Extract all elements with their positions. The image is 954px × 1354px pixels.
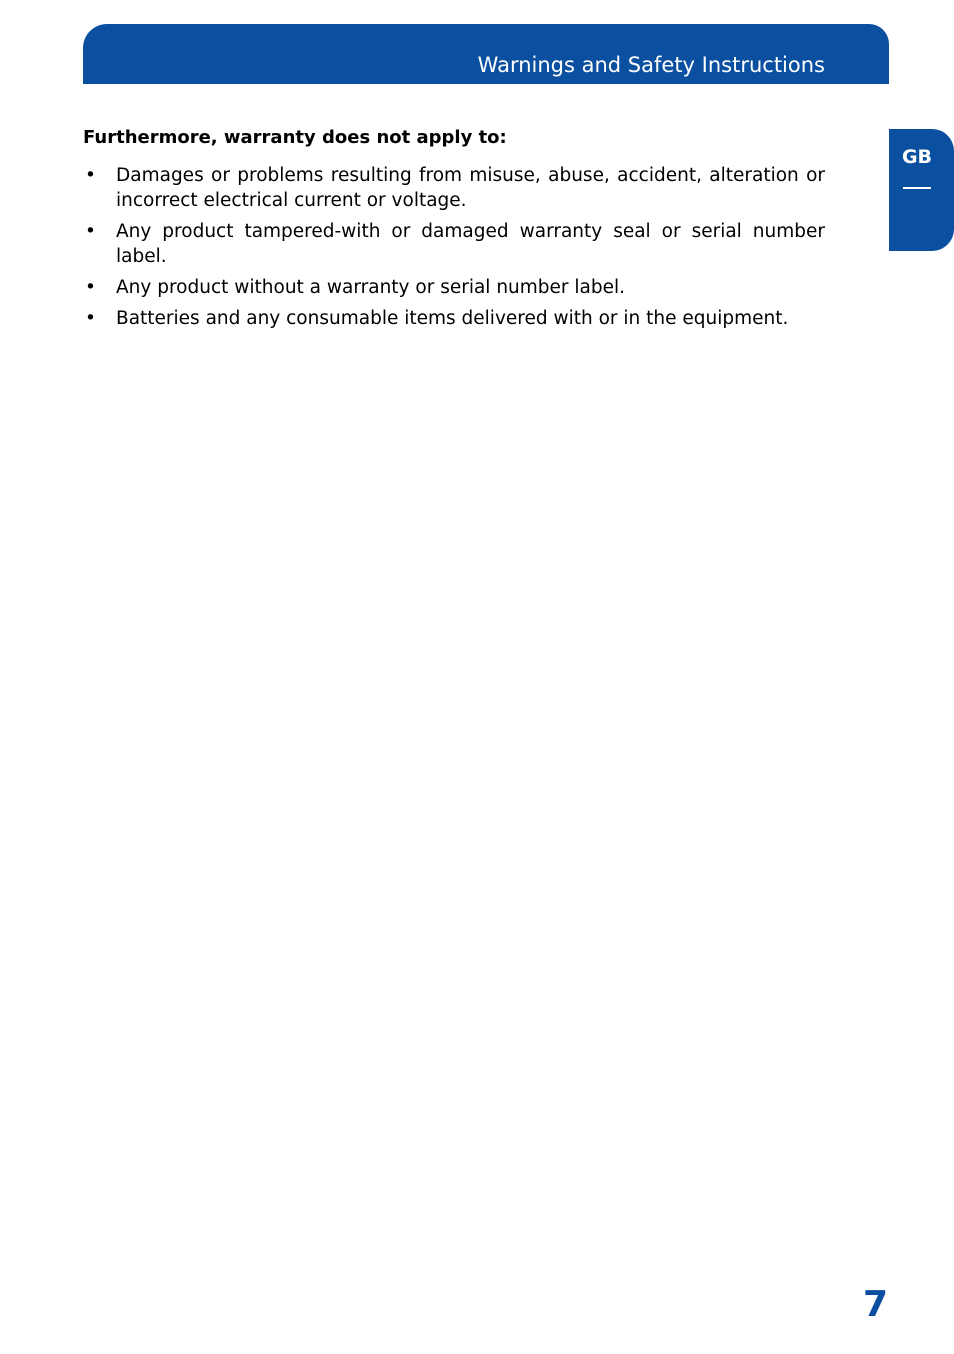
- page-number: 7: [862, 1284, 888, 1325]
- list-item-text: Batteries and any consumable items delivered with or in the equipment.: [116, 308, 789, 329]
- language-tab-rule: [903, 187, 931, 189]
- header-bar: [83, 24, 889, 84]
- bullet-icon: •: [85, 221, 96, 242]
- list-item-text: Any product without a warranty or serial number label.: [116, 277, 626, 298]
- list-item: [83, 163, 825, 213]
- main-content: [83, 126, 825, 337]
- bullet-icon: •: [85, 308, 96, 329]
- bullet-icon: •: [85, 277, 96, 298]
- list-item-text: Any product tampered-with or damaged warranty seal or serial number label.: [116, 221, 825, 267]
- section-heading: Furthermore, warranty does not apply to:: [83, 127, 507, 148]
- list-item-text: Damages or problems resulting from misuse, abuse, accident, alteration or incorrect electrical current or voltage.: [116, 165, 825, 211]
- list-item: [83, 275, 825, 300]
- header-title: Warnings and Safety Instructions: [477, 53, 825, 77]
- list-item: [83, 219, 825, 269]
- language-tab: [889, 129, 954, 251]
- language-tab-label: GB: [901, 146, 933, 168]
- list-item: [83, 306, 825, 331]
- warranty-exclusion-list: [83, 163, 825, 331]
- bullet-icon: •: [85, 165, 96, 186]
